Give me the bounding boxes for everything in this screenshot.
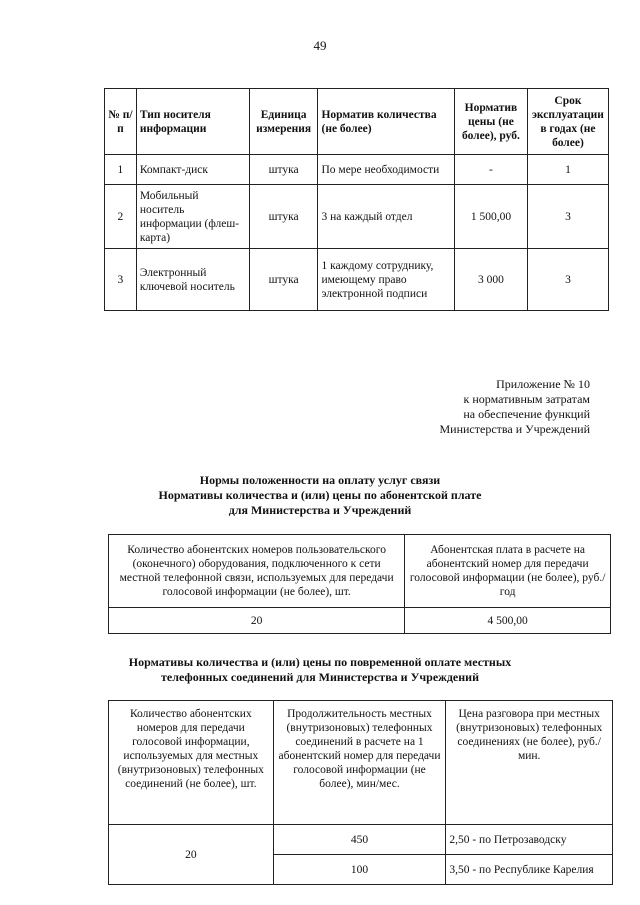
section-title-communication — [0, 473, 640, 518]
page-number: 49 — [313, 38, 327, 53]
cell: - — [455, 155, 528, 185]
header-subscription-fee: Абонентская плата в расчете на абонентский номер для передачи голосовой информации (не более), руб./год — [405, 535, 611, 608]
cell: штука — [249, 155, 318, 185]
cell: 3 000 — [455, 249, 528, 311]
section-title-local-calls — [0, 655, 640, 685]
header-service-life: Срок эксплуатации в годах (не более) — [527, 89, 608, 155]
appendix-line: к нормативным затратам — [463, 392, 590, 406]
section-title-line: телефонных соединений для Министерства и Учреждений — [161, 670, 479, 684]
cell: 2 — [105, 185, 137, 249]
header-call-price: Цена разговора при местных (внутризоновых) телефонных соединениях (не более), руб./мин. — [446, 701, 613, 825]
header-price-norm: Норматив цены (не более), руб. — [455, 89, 528, 155]
header-call-duration: Продолжительность местных (внутризоновых) телефонных соединений в расчете на 1 абонентский номер для передачи голосовой информации (не более), мин/мес. — [273, 701, 446, 825]
table-row — [109, 608, 611, 634]
cell: 3 — [527, 185, 608, 249]
header-number: № п/п — [105, 89, 137, 155]
cell: штука — [249, 185, 318, 249]
table-header-row — [105, 89, 609, 155]
storage-media-table — [104, 88, 609, 311]
cell: Электронный ключевой носитель — [136, 249, 249, 311]
cell: Компакт-диск — [136, 155, 249, 185]
cell: 100 — [273, 855, 446, 885]
cell: 1 — [527, 155, 608, 185]
header-number-count: Количество абонентских номеров для передачи голосовой информации, используемых для местных (внутризоновых) телефонных соединений (не более), шт. — [109, 701, 274, 825]
table-header-row — [109, 701, 613, 825]
cell: 3 — [527, 249, 608, 311]
table-row — [105, 185, 609, 249]
cell: штука — [249, 249, 318, 311]
cell: 3 на каждый отдел — [318, 185, 455, 249]
header-subscriber-count: Количество абонентских номеров пользовательского (оконечного) оборудования, подключенного к сети местной телефонной связи, используемых для передачи голосовой информации (не более), шт. — [109, 535, 405, 608]
cell: 4 500,00 — [405, 608, 611, 634]
section-title-line: Нормативы количества и (или) цены по повременной оплате местных — [128, 655, 512, 669]
appendix-line: на обеспечение функций — [463, 407, 590, 421]
cell: 3,50 - по Республике Карелия — [446, 855, 613, 885]
table-header-row — [109, 535, 611, 608]
header-quantity-norm: Норматив количества (не более) — [318, 89, 455, 155]
cell: 20 — [109, 608, 405, 634]
cell: 3 — [105, 249, 137, 311]
cell: 1 500,00 — [455, 185, 528, 249]
cell: 1 каждому сотруднику, имеющему право электронной подписи — [318, 249, 455, 311]
appendix-line: Министерства и Учреждений — [439, 422, 590, 436]
table-row — [105, 155, 609, 185]
table-row — [109, 825, 613, 855]
section-title-line: для Министерства и Учреждений — [228, 503, 412, 517]
subscription-fee-table — [108, 534, 611, 634]
header-media-type: Тип носителя информации — [136, 89, 249, 155]
section-title-line: Нормативы количества и (или) цены по абонентской плате — [158, 488, 482, 502]
appendix-line: Приложение № 10 — [496, 377, 590, 391]
cell: 450 — [273, 825, 446, 855]
cell: 2,50 - по Петрозаводску — [446, 825, 613, 855]
cell: 20 — [109, 825, 274, 885]
section-title-line: Нормы положенности на оплату услуг связи — [199, 473, 441, 487]
header-unit: Единица измерения — [249, 89, 318, 155]
cell: 1 — [105, 155, 137, 185]
appendix-note — [439, 377, 590, 437]
cell: Мобильный носитель информации (флеш-карта) — [136, 185, 249, 249]
table-row — [105, 249, 609, 311]
local-calls-table — [108, 700, 613, 885]
cell: По мере необходимости — [318, 155, 455, 185]
